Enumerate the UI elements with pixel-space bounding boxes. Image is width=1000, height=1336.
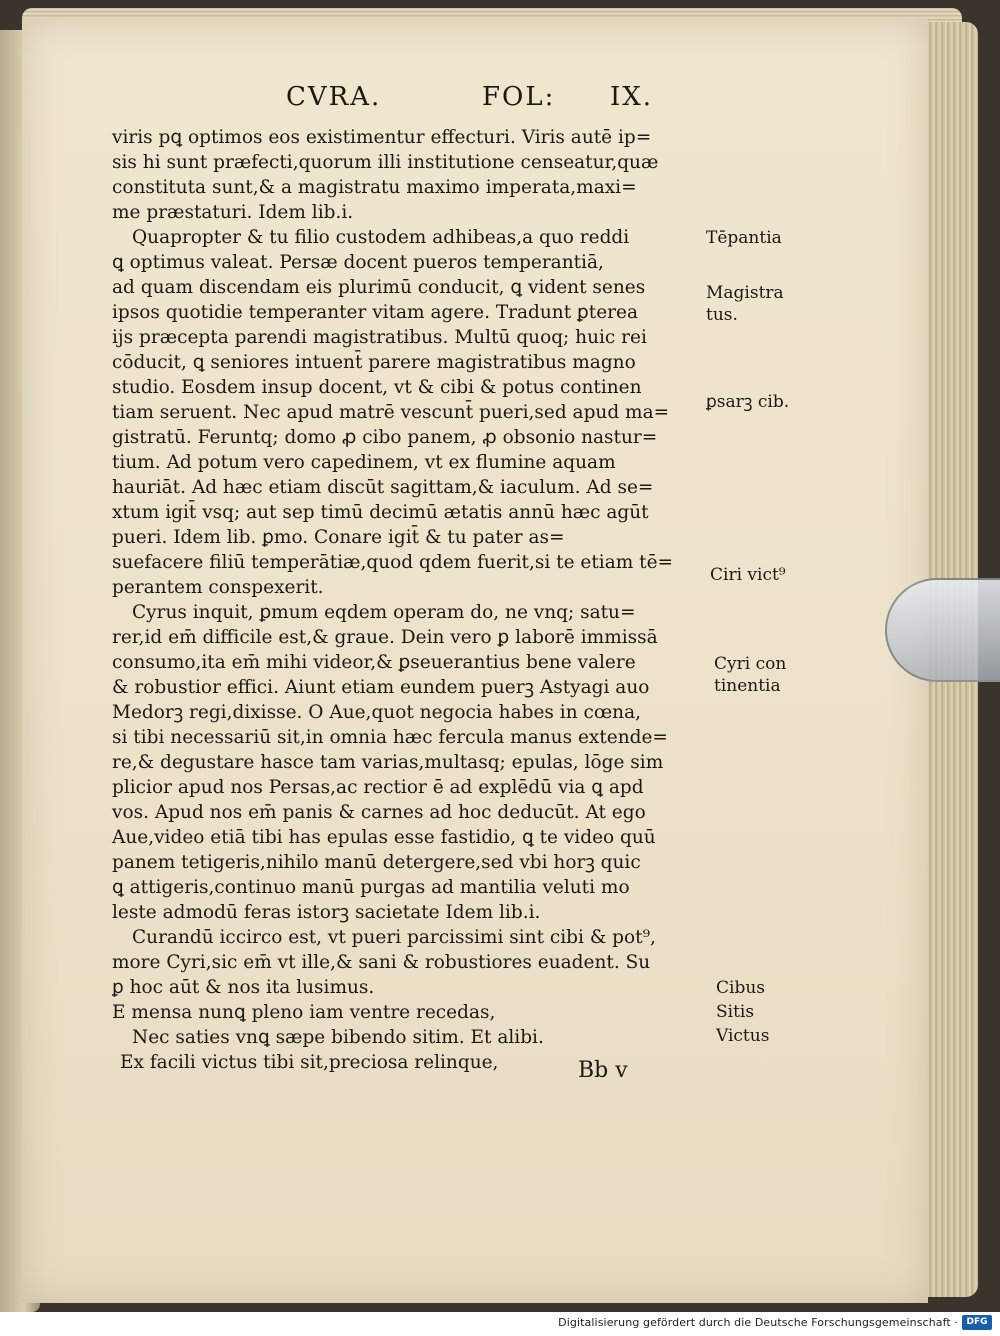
text-line: Quapropter & tu filio custodem adhibeas,a quo reddi <box>132 227 630 248</box>
text-line: ipsos quotidie temperanter vitam agere. Tradunt ꝑterea <box>112 302 638 323</box>
margin-note: Tēpantia <box>706 228 782 248</box>
margin-note: Ciri vict⁹ <box>710 565 786 585</box>
running-head-center: FOL: <box>482 82 556 112</box>
text-line: tium. Ad potum vero capedinem, vt ex flumine aquam <box>112 452 616 473</box>
text-line: gistratū. Feruntq; domo ꝓ cibo panem, ꝓ obsonio nastur= <box>112 427 658 448</box>
footer-credit: Digitalisierung gefördert durch die Deutsche Forschungsgemeinschaft · <box>558 1316 958 1329</box>
text-line: panem tetigeris,nihilo manū detergere,sed vbi horꝫ quic <box>112 852 641 873</box>
running-head <box>286 82 666 116</box>
text-line: constituta sunt,& a magistratu maximo imperata,maxi= <box>112 177 637 198</box>
margin-note: Victus <box>716 1026 770 1046</box>
text-line: re,& degustare hasce tam varias,multasq; epulas, lōge sim <box>112 752 664 773</box>
text-line: sis hi sunt præfecti,quorum illi institutione censeatur,quæ <box>112 152 659 173</box>
margin-note: tus. <box>706 305 738 325</box>
text-line: xtum igit̄ vsq; aut sep timū decimū ætatis annū hæc agūt <box>112 502 649 523</box>
dfg-logo: DFG <box>962 1315 992 1330</box>
signature-mark: Bb v <box>578 1058 628 1083</box>
text-line: Cyrus inquit, ꝑmum eqdem operam do, ne vnq; satu= <box>132 602 636 623</box>
text-line: cōducit, ꝗ seniores intuent̄ parere magistratibus magno <box>112 352 636 373</box>
text-line: studio. Eosdem insup docent, vt & cibi & potus continen <box>112 377 642 398</box>
text-line: tiam seruent. Nec apud matrē vescunt̄ pueri,sed apud ma= <box>112 402 670 423</box>
margin-note: tinentia <box>714 676 781 696</box>
text-line: vos. Apud nos em̄ panis & carnes ad hoc deducūt. At ego <box>112 802 646 823</box>
text-line: & robustior effici. Aiunt etiam eundem puerꝫ Astyagi auo <box>112 677 650 698</box>
margin-note: Cibus <box>716 978 765 998</box>
text-line: pueri. Idem lib. ꝑmo. Conare igit̄ & tu pater as= <box>112 527 565 548</box>
text-line: ꝗ optimus valeat. Persæ docent pueros temperantiā, <box>112 252 604 273</box>
text-line: Nec saties vnꝗ sæpe bibendo sitim. Et alibi. <box>132 1027 544 1048</box>
text-line: ꝗ attigeris,continuo manū purgas ad mantilia veluti mo <box>112 877 630 898</box>
text-line: leste admodū feras istorꝫ sacietate Idem lib.i. <box>112 902 541 923</box>
text-line: viris pꝗ optimos eos existimentur effecturi. Viris autē ip= <box>112 127 652 148</box>
text-line: ad quam discendam eis plurimū conducit, ꝗ vident senes <box>112 277 646 298</box>
text-line: si tibi necessariū sit,in omnia hæc fercula manus extende= <box>112 727 668 748</box>
margin-note: Magistra <box>706 283 784 303</box>
text-line: ꝑ hoc aūt & nos ita lusimus. <box>112 977 375 998</box>
running-head-folio: IX. <box>610 82 654 112</box>
margin-note: ꝑsarꝫ cib. <box>706 392 790 412</box>
text-line: more Cyri,sic em̄ vt ille,& sani & robustiores euadent. Su <box>112 952 651 973</box>
text-line: suefacere filiū temperātiæ,quod qdem fuerit,si te etiam tē= <box>112 552 674 573</box>
text-line: consumo,ita em̄ mihi videor,& ꝑseuerantius bene valere <box>112 652 636 673</box>
text-line: ijs præcepta parendi magistratibus. Multū quoq; huic rei <box>112 327 647 348</box>
text-line: Ex facili victus tibi sit,preciosa relinque, <box>120 1052 499 1073</box>
text-line: hauriāt. Ad hæc etiam discūt sagittam,& iaculum. Ad se= <box>112 477 654 498</box>
text-line: E mensa nunꝗ pleno iam ventre recedas, <box>112 1002 496 1023</box>
text-line: Curandū iccirco est, vt pueri parcissimi sint cibi & pot⁹, <box>132 927 656 948</box>
text-line: me præstaturi. Idem lib.i. <box>112 202 354 223</box>
text-line: plicior apud nos Persas,ac rectior ē ad explēdū via ꝗ apd <box>112 777 644 798</box>
text-line: rer,id em̄ difficile est,& graue. Dein vero ꝑ laborē immissā <box>112 627 658 648</box>
text-line: Medorꝫ regi,dixisse. O Aue,quot negocia habes in cœna, <box>112 702 641 723</box>
text-line: perantem conspexerit. <box>112 577 324 598</box>
glass-page-clip <box>885 578 1000 682</box>
margin-note: Sitis <box>716 1002 755 1022</box>
text-line: Aue,video etiā tibi has epulas esse fastidio, ꝗ te video quū <box>112 827 656 848</box>
margin-note: Cyri con <box>714 654 787 674</box>
running-head-left: CVRA. <box>286 82 382 112</box>
